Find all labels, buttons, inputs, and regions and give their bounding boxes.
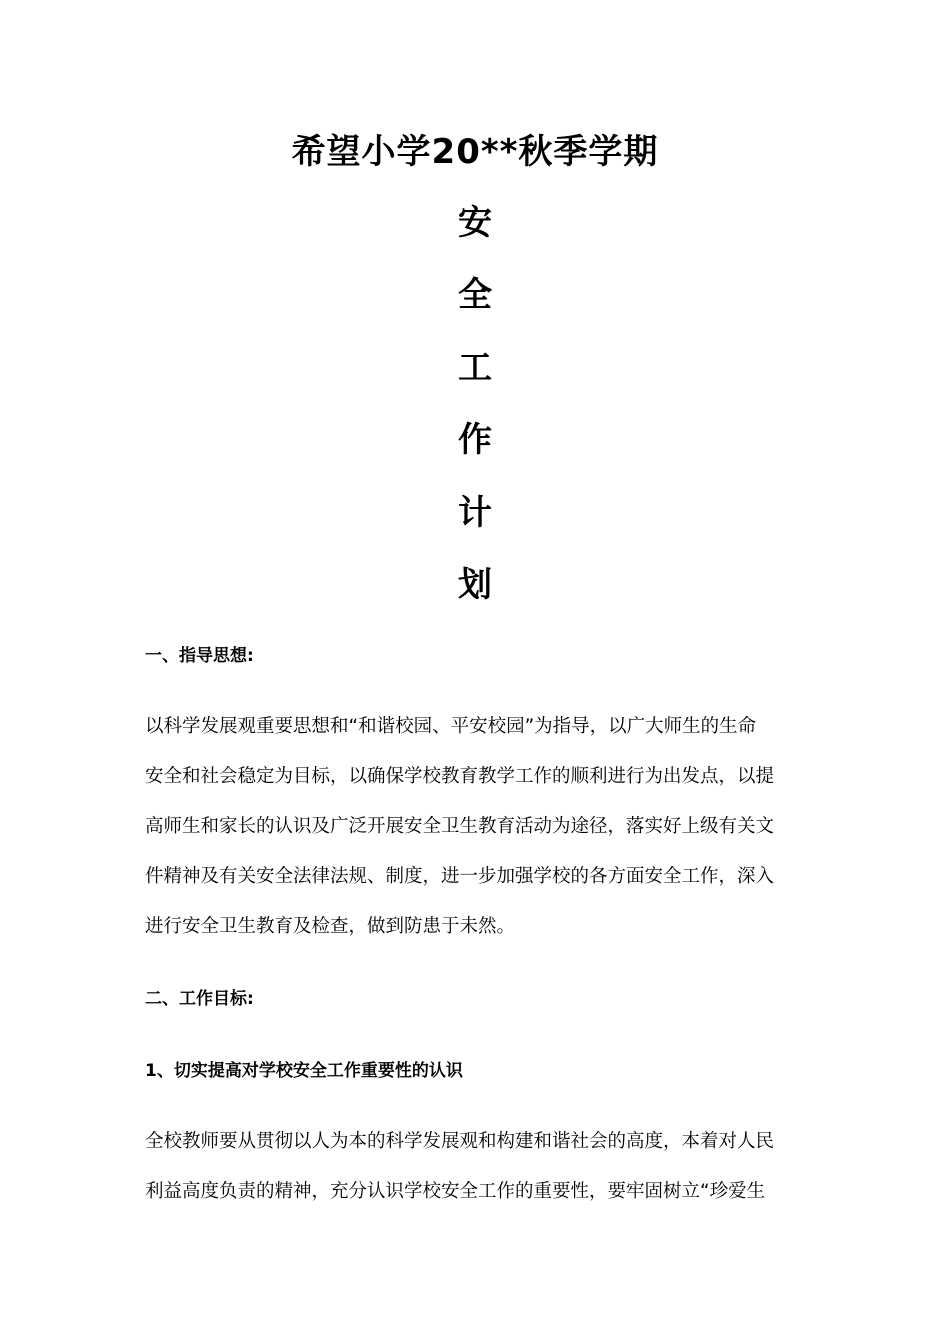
section2-paragraph [145,1117,810,1217]
paragraph-line: 安全和社会稳定为目标，以确保学校教育教学工作的顺利进行为出发点，以提 [145,766,775,787]
title-char: 安 [458,203,492,243]
paragraph-line: 全校教师要从贯彻以人为本的科学发展观和构建和谐社会的高度，本着对人民 [145,1131,775,1152]
section2-subheading: 1、切实提高对学校安全工作重要性的认识 [145,1061,463,1081]
title-char: 计 [458,493,492,533]
section1-paragraph [145,702,810,952]
paragraph-line: 进行安全卫生教育及检查，做到防患于未然。 [145,916,516,937]
title-char: 划 [458,565,492,605]
title-char: 作 [458,420,492,460]
document-title: 希望小学20**秋季学期 [291,132,659,172]
title-char: 全 [458,275,492,315]
section1-heading: 一、指导思想: [145,646,254,666]
title-char: 工 [458,348,492,388]
paragraph-line: 以科学发展观重要思想和“和谐校园、平安校园”为指导，以广大师生的生命 [145,716,757,737]
section2-heading: 二、工作目标: [145,989,254,1009]
paragraph-line: 高师生和家长的认识及广泛开展安全卫生教育活动为途径，落实好上级有关文 [145,816,775,837]
paragraph-line: 利益高度负责的精神，充分认识学校安全工作的重要性，要牢固树立“珍爱生 [145,1181,766,1202]
paragraph-line: 件精神及有关安全法律法规、制度，进一步加强学校的各方面安全工作，深入 [145,866,775,887]
